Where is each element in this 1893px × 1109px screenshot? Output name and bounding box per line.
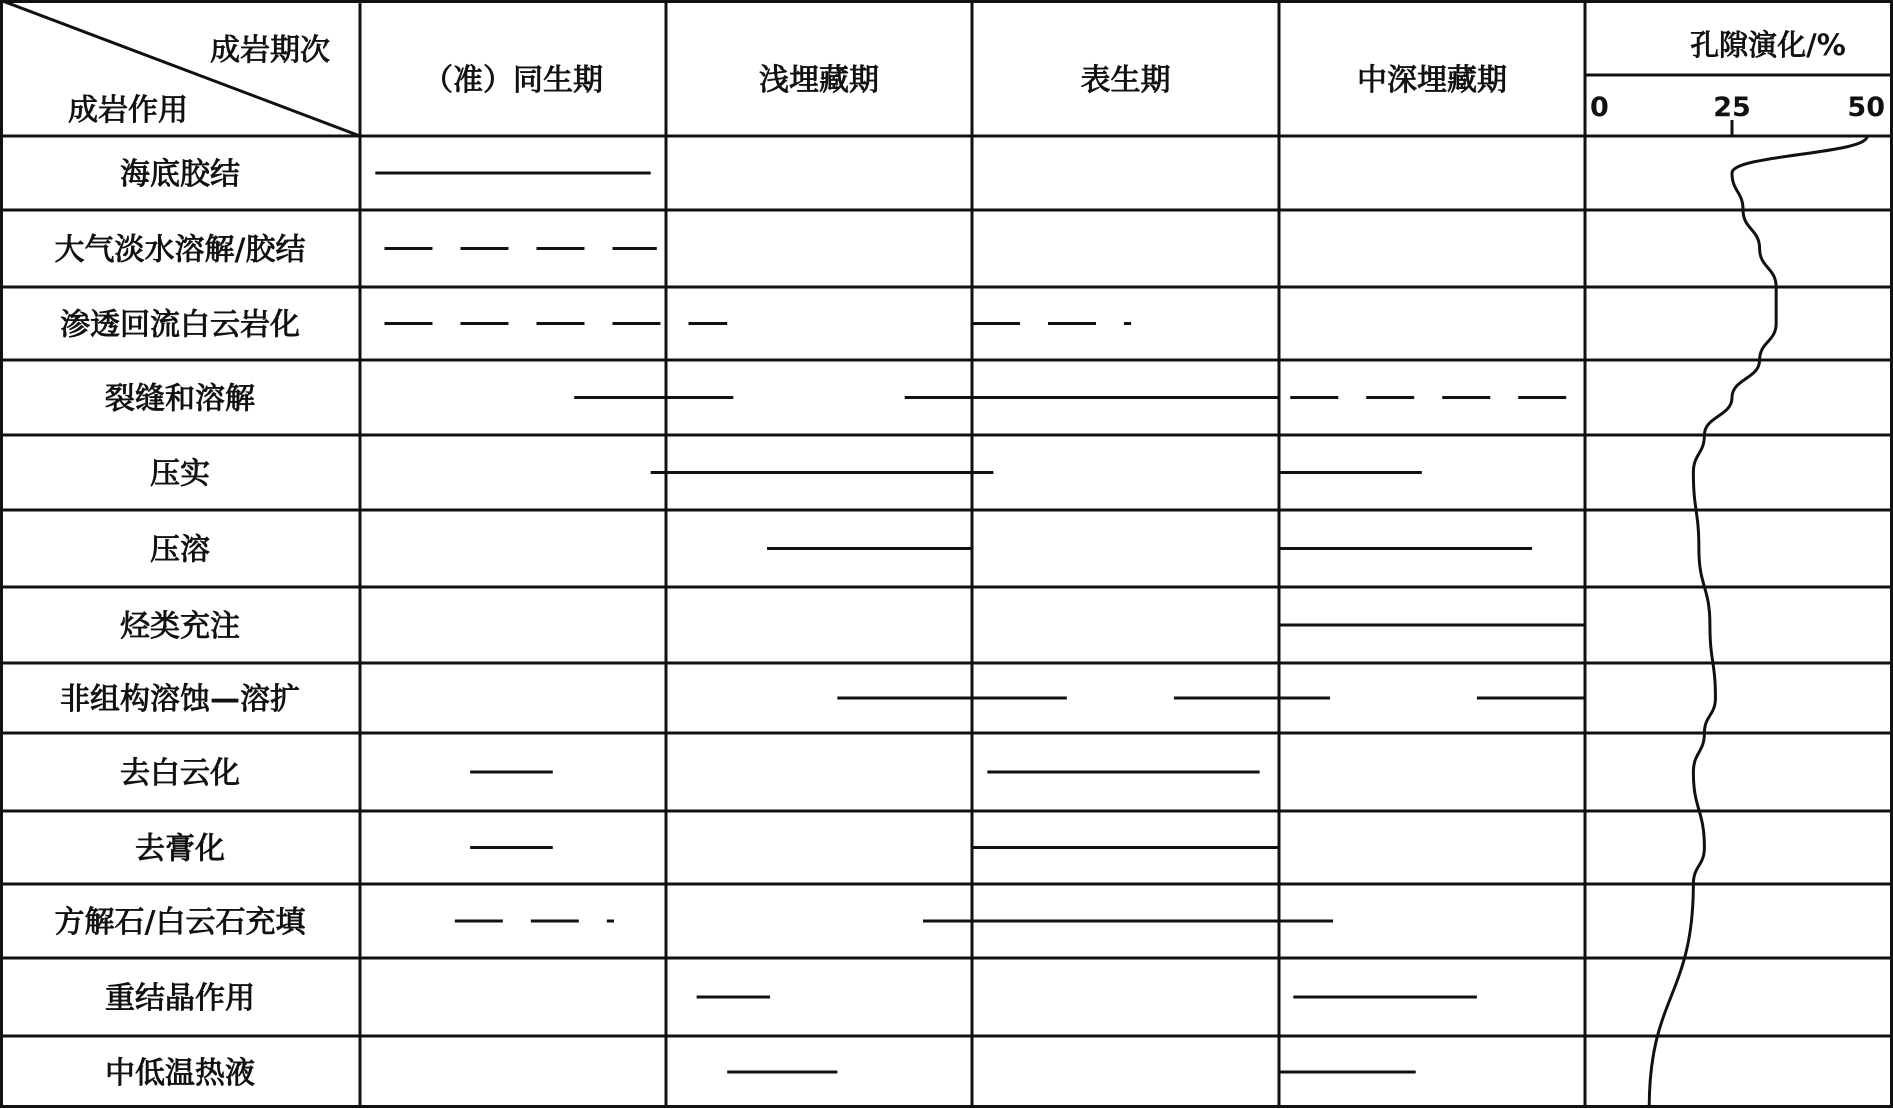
porosity-tick-label: 0 bbox=[1590, 92, 1609, 123]
process-label: 方解石/白云石充填 bbox=[54, 905, 306, 940]
process-labels bbox=[55, 157, 308, 1091]
header-stage-label: 成岩期次 bbox=[210, 33, 330, 68]
process-label: 非组构溶蚀—溶扩 bbox=[60, 682, 300, 717]
process-label: 压实 bbox=[150, 456, 210, 492]
period-header: 浅埋藏期 bbox=[759, 63, 879, 98]
period-header: 中深埋藏期 bbox=[1357, 63, 1507, 98]
process-label: 去白云化 bbox=[120, 756, 240, 791]
process-label: 压溶 bbox=[150, 532, 210, 568]
porosity-curve bbox=[1649, 136, 1867, 1108]
process-label: 重结晶作用 bbox=[105, 981, 255, 1016]
period-header: 表生期 bbox=[1080, 63, 1171, 98]
process-label: 烃类充注 bbox=[120, 609, 240, 644]
period-headers bbox=[423, 63, 1507, 98]
porosity-tick-label: 25 bbox=[1713, 92, 1751, 123]
header-process-label: 成岩作用 bbox=[68, 93, 188, 128]
process-label: 中低温热液 bbox=[105, 1056, 255, 1091]
process-label: 裂缝和溶解 bbox=[105, 381, 255, 417]
period-header: （准）同生期 bbox=[423, 63, 603, 98]
process-bars bbox=[375, 173, 1584, 1072]
process-label: 海底胶结 bbox=[120, 157, 240, 192]
process-label: 渗透回流白云岩化 bbox=[60, 307, 300, 343]
porosity-axis bbox=[1590, 92, 1885, 136]
process-label: 去膏化 bbox=[135, 831, 225, 867]
porosity-tick-label: 50 bbox=[1847, 92, 1885, 123]
porosity-title: 孔隙演化/% bbox=[1690, 28, 1846, 62]
process-label: 大气淡水溶解/胶结 bbox=[54, 232, 306, 268]
table-border bbox=[2, 2, 1892, 1107]
